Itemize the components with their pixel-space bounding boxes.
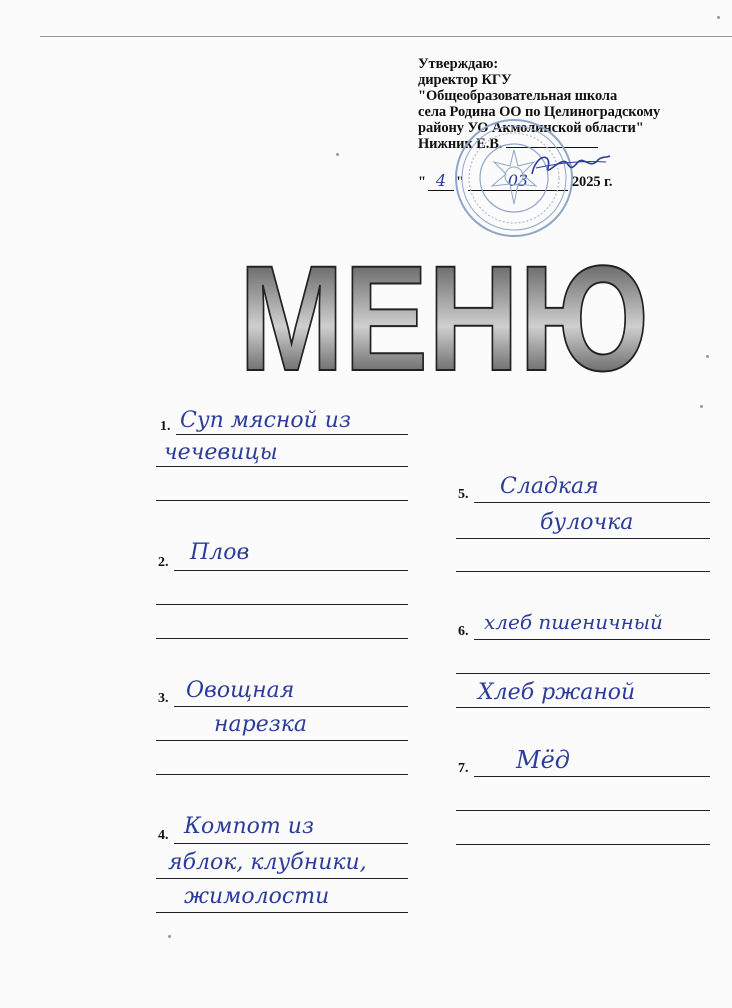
item-4-handwritten-line-3: жимолости [184, 884, 330, 909]
item-6-line-1 [474, 639, 710, 640]
item-4-handwritten-line-1: Компот из [184, 814, 314, 839]
menu-title-svg [234, 234, 654, 402]
item-7-line-1 [474, 776, 710, 777]
menu-title-text: МЕНЮ [239, 234, 649, 402]
date-close-quote: " [455, 174, 464, 190]
date-month-handwritten: 03 [507, 171, 528, 190]
item-1-line-1 [176, 434, 408, 435]
item-4-line-1 [174, 843, 408, 844]
scan-speck [706, 355, 709, 358]
date-day-handwritten: 4 [435, 171, 446, 190]
scan-edge-line [40, 36, 732, 37]
item-1-handwritten-line-1: Суп мясной из [180, 408, 351, 433]
item-3-line-2 [156, 740, 408, 741]
date-day-blank [428, 171, 454, 191]
approval-position: директор КГУ [418, 72, 512, 88]
scan-speck [717, 16, 720, 19]
scan-speck [336, 153, 339, 156]
item-3-handwritten-line-1: Овощная [186, 678, 295, 703]
item-1-handwritten-line-2: чечевицы [164, 440, 278, 465]
item-4-line-2 [156, 878, 408, 879]
item-1-number: 1. [160, 419, 171, 434]
signer-name: Нижник Е.В. [418, 136, 503, 152]
item-2-line-2 [156, 604, 408, 605]
item-4-number: 4. [158, 828, 169, 843]
item-5-handwritten-line-1: Сладкая [500, 474, 599, 499]
approval-heading: Утверждаю: [418, 56, 499, 72]
item-6-line-2 [456, 673, 710, 674]
date-open-quote: " [418, 174, 426, 190]
item-2-handwritten-line-1: Плов [190, 540, 250, 565]
item-6-handwritten-line-2: Хлеб ржаной [478, 680, 636, 705]
item-3-line-3 [156, 774, 408, 775]
item-7-line-2 [456, 810, 710, 811]
item-5-line-1 [474, 502, 710, 503]
item-1-line-2 [156, 466, 408, 467]
item-4-handwritten-line-2: яблок, клубники, [168, 850, 367, 875]
item-2-number: 2. [158, 555, 169, 570]
approval-org-line1: "Общеобразовательная школа [418, 88, 618, 104]
item-2-line-1 [174, 570, 408, 571]
item-5-line-2 [456, 538, 710, 539]
item-6-line-3 [456, 707, 710, 708]
approval-org-line2: села Родина ОО по Целиноградскому [418, 104, 661, 120]
item-7-handwritten-line-1: Мёд [516, 746, 570, 774]
item-3-handwritten-line-2: нарезка [214, 712, 307, 737]
item-7-number: 7. [458, 761, 469, 776]
menu-title-graphic [234, 234, 654, 402]
item-4-line-3 [156, 912, 408, 913]
handwritten-signature [526, 148, 612, 184]
item-2-line-3 [156, 638, 408, 639]
item-7-line-3 [456, 844, 710, 845]
item-3-number: 3. [158, 691, 169, 706]
date-year: 2025 г. [571, 174, 613, 190]
item-5-line-3 [456, 571, 710, 572]
item-5-number: 5. [458, 487, 469, 502]
item-6-handwritten-line-1: хлеб пшеничный [484, 610, 663, 634]
item-1-line-3 [156, 500, 408, 501]
scan-speck [168, 935, 171, 938]
item-5-handwritten-line-2: булочка [540, 510, 634, 535]
scan-speck [700, 405, 703, 408]
item-3-line-1 [174, 706, 408, 707]
approval-org-line3: району УО Акмолинской области" [418, 120, 644, 136]
item-6-number: 6. [458, 624, 469, 639]
